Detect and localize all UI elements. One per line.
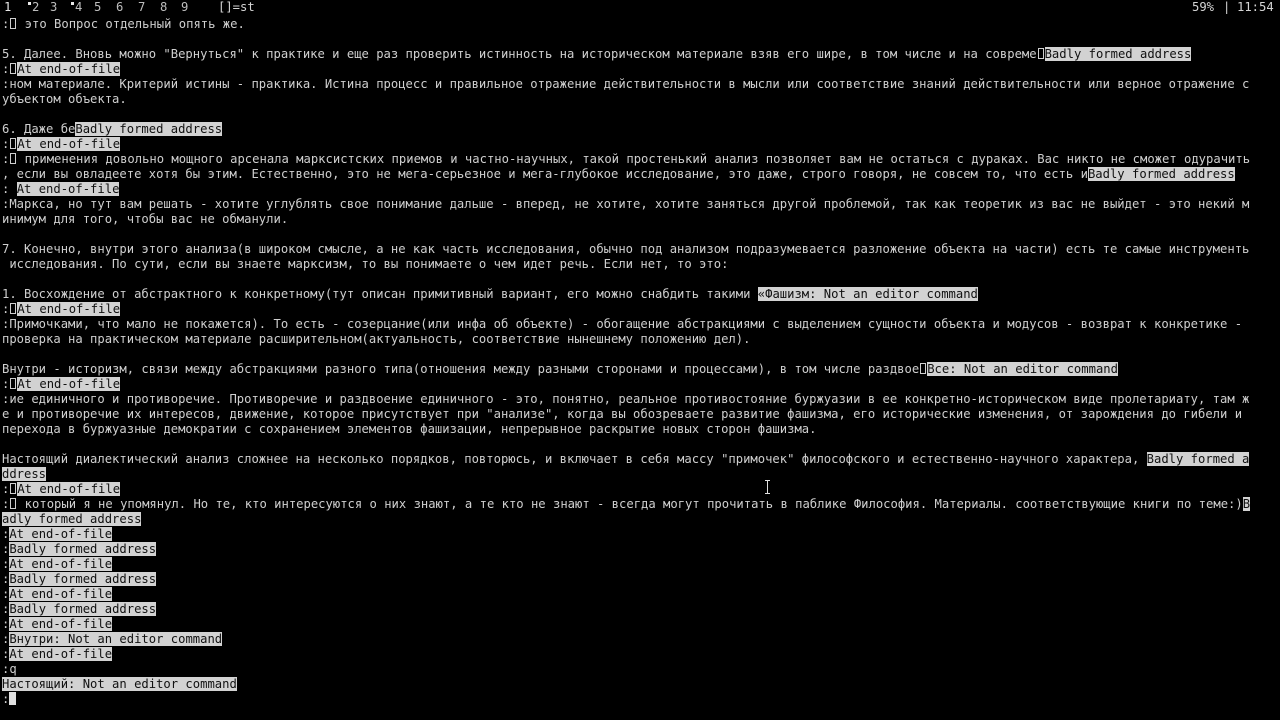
workspace-tag-5[interactable] [94,0,101,15]
missing-glyph-box-icon [1038,48,1044,59]
terminal-text: 7. Конечно, внутри этого анализа(в широком смысле, а не как часть исследования, обычно под анализом подразумевается разложение объекта на части) есть те самые инструменть [2,242,1250,256]
terminal-text: : [2,602,10,616]
terminal-text: 6. Даже бе [2,122,76,136]
terminal-text: 5. Далее. Вновь можно "Вернуться" к практике и еще раз проверить истинность на историческом материале взяв его шире, в том числе и на совреме [2,47,1037,61]
error-message: adly formed address [2,512,142,526]
missing-glyph-box-icon [10,378,16,389]
terminal-line [2,692,1278,707]
terminal-line [2,527,1278,542]
terminal-text: :ие единичного и противоречие. Противоречие и раздвоение единичного - это, понятно, реальное противостояние буржуазии в ее конкретно-историческом виде пролетариату, там ж [2,392,1250,406]
terminal-line [2,92,1278,107]
workspace-tag-label: 8 [160,0,168,14]
terminal-text: : [2,632,10,646]
workspace-tag-9[interactable] [181,0,188,15]
terminal-line [2,317,1278,332]
missing-glyph-box-icon [10,153,16,164]
terminal-text: : [2,527,10,541]
terminal-line [2,647,1278,662]
workspace-tag-7[interactable] [138,0,145,15]
terminal-line [2,407,1278,422]
terminal-line [2,377,1278,392]
error-message: At end-of-file [9,617,113,631]
terminal-text: : [2,137,10,151]
terminal-line [2,587,1278,602]
terminal-line [2,137,1278,152]
terminal-text: 1. Восхождение от абстрактного к конкретному(тут описан примитивный вариант, его можно снабдить такими [2,287,758,301]
workspace-tag-label: 4 [75,0,83,14]
terminal-text: инимум для того, чтобы вас не обманули. [2,212,289,226]
workspace-tag-4[interactable] [71,0,82,15]
terminal-text: : [2,587,10,601]
missing-glyph-box-icon [10,498,16,509]
error-message: At end-of-file [17,137,121,151]
window-title: st [240,0,255,14]
terminal-text: проверка на практическом материале расширительном(актуальность, соответствие нынешнему положению дел). [2,332,751,346]
terminal-text: Настоящий диалектический анализ сложнее на несколько порядков, повторюсь, и включает в себя массу "примочек" философского и естественно-научного характера, [2,452,1147,466]
occupied-marker-icon [71,2,74,5]
error-message: At end-of-file [17,377,121,391]
error-message: At end-of-file [9,557,113,571]
terminal-line [2,392,1278,407]
error-message: Badly formed address [1044,47,1192,61]
terminal-line [2,197,1278,212]
workspace-tag-1[interactable] [4,0,11,15]
terminal-text: : [2,17,10,31]
workspace-tag-6[interactable] [116,0,123,15]
missing-glyph-box-icon [10,303,16,314]
battery-status: 59% [1192,0,1215,14]
terminal-line [2,47,1278,62]
occupied-marker-icon [28,2,31,5]
terminal-line [2,17,1278,32]
error-message: Badly formed address [9,602,157,616]
terminal-line [2,467,1278,482]
error-message: Внутри: Not an editor command [9,632,223,646]
terminal-line [2,422,1278,437]
terminal-line [2,497,1278,512]
terminal-text: это Вопрос отдельный опять же. [17,17,245,31]
error-message: Badly formed address [9,572,157,586]
terminal-line [2,212,1278,227]
error-message: Badly formed address [1087,167,1235,181]
terminal-text: :Примочками, что мало не покажется). То есть - созерцание(или инфа об объекте) - обогащение абстракциями с выделением сущности объекта и модусов - возврат к конкретике - [2,317,1243,331]
terminal-text: : [2,302,10,316]
missing-glyph-box-icon [10,483,16,494]
terminal-text: : [2,182,17,196]
missing-glyph-box-icon [10,138,16,149]
terminal-line [2,602,1278,617]
terminal-text: исследования. По сути, если вы знаете марксизм, то вы понимаете о чем идет речь. Если нет, то это: [2,257,729,271]
error-message: B [1242,497,1251,511]
status-separator: | [1223,0,1231,14]
terminal-line [2,32,1278,47]
terminal-line [2,242,1278,257]
terminal-text: :Маркса, но тут вам решать - хотите углублять свое понимание дальше - вперед, не хотите, хотите заняться другой проблемой, так как теоретик из вас не выйдет - это некий м [2,197,1250,211]
error-message: «Фашизм: Not an editor command [757,287,978,301]
terminal-line [2,227,1278,242]
terminal-text: : [2,572,10,586]
terminal-line [2,167,1278,182]
terminal-line [2,332,1278,347]
error-message: At end-of-file [17,302,121,316]
error-message: Badly formed a [1146,452,1250,466]
error-message: At end-of-file [16,182,120,196]
mouse-ibeam-cursor-icon [765,480,771,494]
terminal-text: , если вы овладеете хотя бы этим. Естественно, это не мега-серьезное и мега-глубокое исследование, это даже, строго говоря, не совсем то, что есть и [2,167,1088,181]
terminal-text: который я не упомянул. Но те, кто интересуются о них знают, а те кто не знают - всегда могут прочитать в паблике Философия. Материалы. соответствующие книги по теме:) [17,497,1243,511]
terminal-text: :q [2,662,17,676]
terminal-line [2,62,1278,77]
clock: 11:54 [1237,0,1274,14]
error-message: At end-of-file [9,587,113,601]
terminal-text: : [2,482,10,496]
terminal-line [2,542,1278,557]
terminal-text: : [2,557,10,571]
terminal-text: применения довольно мощного арсенала марксистских приемов и частно-научных, такой простенький анализ позволяет вам не остаться с дураках. Вас никто не сможет одурачить [17,152,1251,166]
terminal-line [2,617,1278,632]
terminal-text: перехода в буржуазные демократии с сохранением элементов фашизации, непрерывное раскрытие новых сторон фашизма. [2,422,817,436]
terminal-line [2,302,1278,317]
error-message: Настоящий: Not an editor command [2,677,237,691]
terminal-line [2,107,1278,122]
terminal-text: : [2,152,10,166]
error-message: At end-of-file [9,647,113,661]
terminal-text: : [2,542,10,556]
error-message: Badly formed address [75,122,223,136]
terminal-line [2,122,1278,137]
text-cursor-icon [9,692,16,705]
layout-indicator[interactable]: []= [218,0,241,14]
terminal-text: убъектом объекта. [2,92,127,106]
error-message: At end-of-file [9,527,113,541]
terminal-text: : [2,377,10,391]
missing-glyph-box-icon [10,63,16,74]
terminal-text: :ном материале. Критерий истины - практика. Истина процесс и правильное отражение действительности в мысли или соответствие знаний действительности или верное отражение с [2,77,1250,91]
terminal-text: : [2,497,10,511]
workspace-tag-label: 2 [32,0,40,14]
terminal-line [2,482,1278,497]
terminal-text: е и противоречие их интересов, движение, которое присутствует при "анализе", когда вы обозреваете развитие фашизма, его исторические изменения, от зарождения до гибели и [2,407,1243,421]
terminal-text: : [2,692,10,706]
missing-glyph-box-icon [10,18,16,29]
terminal-line [2,677,1278,692]
terminal-text: : [2,647,10,661]
terminal-line [2,557,1278,572]
terminal-text: Внутри - историзм, связи между абстракциями разного типа(отношения между разными сторонами и процессами), в том числе раздвое [2,362,920,376]
terminal-line [2,452,1278,467]
terminal-line [2,182,1278,197]
workspace-tag-label: 6 [116,0,124,14]
status-bar [0,0,1280,15]
workspace-tag-3[interactable] [50,0,57,15]
terminal-line [2,572,1278,587]
error-message: Badly formed address [9,542,157,556]
terminal-line [2,287,1278,302]
workspace-tag-label: 7 [138,0,146,14]
terminal-line [2,662,1278,677]
error-message: At end-of-file [17,482,121,496]
terminal-text: : [2,62,10,76]
terminal-line [2,512,1278,527]
terminal-text: : [2,617,10,631]
terminal-line [2,437,1278,452]
workspace-tag-label: 5 [94,0,102,14]
terminal-line [2,272,1278,287]
terminal-line [2,77,1278,92]
error-message: ddress [2,467,47,481]
workspace-tag-8[interactable] [160,0,167,15]
terminal-line [2,347,1278,362]
workspace-tag-2[interactable] [28,0,39,15]
terminal-line [2,362,1278,377]
missing-glyph-box-icon [920,363,926,374]
workspace-tag-label: 3 [50,0,58,14]
workspace-tag-label: 1 [4,0,12,14]
terminal-line [2,257,1278,272]
workspace-tag-label: 9 [181,0,189,14]
terminal-window[interactable] [2,17,1278,707]
error-message: At end-of-file [17,62,121,76]
terminal-line [2,152,1278,167]
error-message: Все: Not an editor command [927,362,1118,376]
terminal-line [2,632,1278,647]
